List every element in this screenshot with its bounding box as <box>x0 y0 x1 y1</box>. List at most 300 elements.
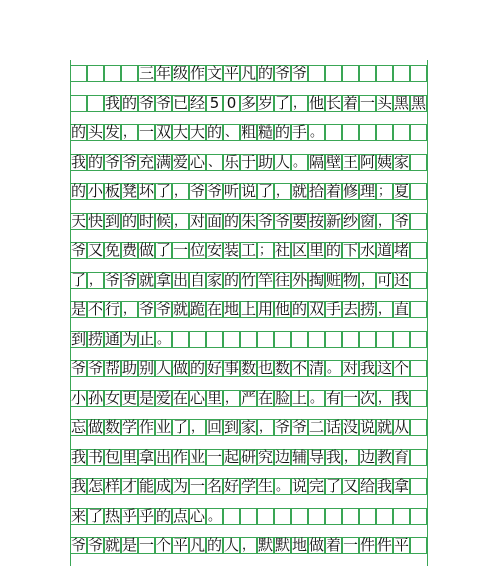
grid-cell: 凡 <box>190 536 206 554</box>
grid-cell: 生 <box>258 477 274 495</box>
grid-cell: 竿 <box>258 270 274 289</box>
grid-cell: 地 <box>224 300 240 318</box>
grid-cell: 听 <box>224 182 240 200</box>
grid-cell: 。 <box>275 479 289 494</box>
grid-cell: 爷 <box>156 300 172 318</box>
grid-cell: ， <box>190 420 204 435</box>
grid-cell: 新 <box>326 211 342 230</box>
grid-cell: 我 <box>71 447 87 466</box>
grid-cell: 一 <box>139 123 155 141</box>
grid-cell: 的 <box>326 241 342 259</box>
grid-cell <box>121 65 138 82</box>
grid-cell <box>70 65 87 82</box>
grid-cell: 用 <box>258 300 274 318</box>
grid-cell: 捞 <box>88 329 104 348</box>
grid-cell <box>172 331 189 348</box>
grid-cell: 爷 <box>139 93 155 112</box>
grid-cell: 爷 <box>275 418 291 436</box>
grid-cell: 家 <box>241 418 257 436</box>
grid-cell: 乎 <box>139 506 155 525</box>
grid-cell: 为 <box>122 329 138 348</box>
grid-cell: 凳 <box>122 182 138 200</box>
grid-cell: 我 <box>377 477 393 495</box>
grid-cell: 着 <box>326 182 342 200</box>
grid-cell: 按 <box>309 211 325 230</box>
grid-cell: 爷 <box>71 536 87 554</box>
grid-cell: 数 <box>241 359 257 377</box>
grid-cell: 他 <box>309 93 325 112</box>
grid-cell: 大 <box>190 123 206 141</box>
grid-cell: 就 <box>173 300 189 318</box>
grid-cell: 学 <box>241 477 257 495</box>
grid-cell: 话 <box>326 418 342 436</box>
grid-cell: 的 <box>207 123 223 141</box>
grid-cell: 区 <box>292 241 308 259</box>
grid-cell <box>410 272 427 289</box>
grid-cell: 人 <box>275 152 291 171</box>
grid-cell <box>325 508 342 525</box>
grid-cell: 的 <box>88 152 104 171</box>
grid-cell: 爷 <box>105 270 121 289</box>
grid-cell: 满 <box>156 152 172 171</box>
grid-cell: 手 <box>326 300 342 318</box>
grid-cell: 平 <box>224 64 240 82</box>
grid-cell: 小 <box>71 388 87 407</box>
grid-cell: 候 <box>156 211 172 230</box>
grid-cell <box>410 508 427 525</box>
grid-cell <box>359 508 376 525</box>
grid-cell: 能 <box>139 477 155 495</box>
grid-cell: 板 <box>105 182 121 200</box>
grid-cell: 爷 <box>71 359 87 377</box>
grid-cell: 作 <box>190 64 206 82</box>
grid-cell: 一 <box>190 477 206 495</box>
grid-cell: 就 <box>292 182 308 200</box>
grid-cell: 做 <box>88 418 104 436</box>
grid-cell: 好 <box>207 359 223 377</box>
grid-cell <box>308 331 325 348</box>
grid-cell: 边 <box>275 447 291 466</box>
grid-cell: 的 <box>122 93 138 112</box>
grid-cell: 面 <box>207 211 223 230</box>
grid-cell: 到 <box>71 329 87 348</box>
grid-cell: 快 <box>88 211 104 230</box>
grid-cell: 我 <box>105 93 121 112</box>
grid-cell: 夏 <box>394 182 410 200</box>
grid-cell: 的 <box>258 64 274 82</box>
grid-cell: 完 <box>309 477 325 495</box>
grid-cell: 掏 <box>309 270 325 289</box>
grid-cell: 隔 <box>309 152 325 171</box>
grid-cell <box>274 331 291 348</box>
grid-cell: ； <box>377 184 391 199</box>
grid-cell: 女 <box>105 388 121 407</box>
grid-cell: 的 <box>207 536 223 554</box>
grid-cell: 着 <box>326 536 342 554</box>
grid-cell: 别 <box>139 359 155 377</box>
grid-cell <box>240 508 257 525</box>
grid-cell: 天 <box>71 211 87 230</box>
grid-cell: 家 <box>207 270 223 289</box>
grid-cell <box>359 124 376 141</box>
grid-cell: 5 <box>206 95 223 112</box>
grid-cell <box>359 65 376 82</box>
grid-cell: 爷 <box>258 211 274 230</box>
grid-cell: 理 <box>360 182 376 200</box>
grid-cell: 件 <box>360 536 376 554</box>
grid-cell: 育 <box>394 447 410 466</box>
grid-cell: 心 <box>190 152 206 171</box>
grid-cell: 也 <box>258 359 274 377</box>
grid-cell: ， <box>292 95 306 111</box>
grid-cell: 的 <box>190 359 206 377</box>
grid-cell: ， <box>173 184 187 199</box>
grid-cell <box>376 124 393 141</box>
grid-cell: 装 <box>224 241 240 259</box>
grid-cell: 业 <box>156 418 172 436</box>
grid-cell: 名 <box>207 477 223 495</box>
grid-cell <box>410 419 427 436</box>
grid-cell: 了 <box>88 506 104 525</box>
grid-cell: ， <box>343 449 357 465</box>
grid-cell: 我 <box>326 447 342 466</box>
grid-cell: 脸 <box>275 388 291 407</box>
grid-cell: 。 <box>309 125 323 140</box>
grid-cell: 业 <box>190 447 206 466</box>
grid-cell <box>410 478 427 495</box>
grid-cell: 爷 <box>71 241 87 259</box>
grid-cell: 一 <box>139 536 155 554</box>
grid-cell: 起 <box>224 447 240 466</box>
grid-cell: 做 <box>139 241 155 259</box>
grid-cell: 在 <box>173 388 189 407</box>
grid-cell: 了 <box>173 418 189 436</box>
grid-cell: 糙 <box>258 123 274 141</box>
grid-cell: 着 <box>343 93 359 112</box>
grid-cell: 行 <box>105 300 121 318</box>
grid-cell: 二 <box>309 418 325 436</box>
grid-cell <box>410 124 427 141</box>
grid-cell: 包 <box>105 447 121 466</box>
grid-cell: 到 <box>105 211 121 230</box>
grid-cell: 是 <box>71 300 87 318</box>
grid-cell <box>376 65 393 82</box>
grid-cell: 这 <box>377 359 393 377</box>
grid-cell: 家 <box>394 152 410 171</box>
grid-cell: 水 <box>360 241 376 259</box>
grid-cell: 对 <box>190 211 206 230</box>
grid-cell: 究 <box>258 447 274 466</box>
grid-cell: 上 <box>292 388 308 407</box>
grid-cell: 发 <box>105 123 121 141</box>
grid-cell: 辅 <box>292 447 308 466</box>
grid-cell: 就 <box>105 536 121 554</box>
grid-cell: 就 <box>139 270 155 289</box>
grid-cell: 爷 <box>105 152 121 171</box>
grid-cell: 。 <box>326 361 340 376</box>
grid-cell: 自 <box>190 270 206 289</box>
grid-cell <box>410 213 427 230</box>
grid-cell: 在 <box>207 300 223 318</box>
grid-cell: ， <box>224 390 238 406</box>
grid-cell: 导 <box>309 447 325 466</box>
grid-cell: 工 <box>241 241 257 259</box>
grid-cell <box>393 331 410 348</box>
grid-cell: 。 <box>207 508 221 524</box>
grid-cell: 人 <box>156 359 172 377</box>
grid-cell <box>325 124 342 141</box>
grid-cell: 双 <box>156 123 172 141</box>
grid-cell: 经 <box>190 93 206 112</box>
grid-cell <box>87 95 104 112</box>
grid-cell: 到 <box>224 418 240 436</box>
grid-cell: ， <box>173 213 187 229</box>
grid-cell: ， <box>122 125 136 140</box>
grid-cell: 乐 <box>224 152 240 171</box>
grid-cell: 纱 <box>343 211 359 230</box>
grid-cell: 安 <box>207 241 223 259</box>
grid-cell: 默 <box>275 536 291 554</box>
grid-cell: 爷 <box>190 182 206 200</box>
grid-cell: 是 <box>122 536 138 554</box>
grid-cell: ， <box>360 272 374 288</box>
grid-cell: 说 <box>241 182 257 200</box>
grid-cell: ； <box>258 243 272 258</box>
grid-cell: 长 <box>326 93 342 112</box>
grid-cell: 手 <box>292 123 308 141</box>
grid-cell: 年 <box>156 64 172 82</box>
grid-cell: 严 <box>241 388 257 407</box>
grid-cell: 好 <box>224 477 240 495</box>
grid-cell: 对 <box>343 359 359 377</box>
grid-cell: 了 <box>156 182 172 200</box>
grid-cell: 的 <box>224 270 240 289</box>
grid-cell: 做 <box>309 536 325 554</box>
grid-cell: ， <box>275 184 289 199</box>
grid-cell <box>393 508 410 525</box>
grid-cell: 物 <box>343 270 359 289</box>
grid-cell <box>70 95 87 112</box>
grid-cell <box>410 183 427 200</box>
grid-cell: 成 <box>156 477 172 495</box>
grid-cell: 往 <box>275 270 291 289</box>
grid-cell <box>393 124 410 141</box>
grid-cell: 的 <box>156 506 172 525</box>
grid-cell: 爷 <box>122 152 138 171</box>
grid-cell: 地 <box>292 536 308 554</box>
grid-cell: 事 <box>224 359 240 377</box>
grid-cell: 双 <box>309 300 325 318</box>
grid-cell: 默 <box>258 536 274 554</box>
grid-edge <box>427 60 428 566</box>
grid-cell <box>342 124 359 141</box>
grid-cell: 里 <box>122 447 138 466</box>
grid-cell: 心 <box>190 388 206 407</box>
grid-cell: 通 <box>105 329 121 348</box>
grid-cell <box>410 537 427 554</box>
grid-cell: 从 <box>394 418 410 436</box>
grid-cell: 直 <box>394 300 410 318</box>
grid-cell: 出 <box>173 270 189 289</box>
grid-cell: 我 <box>394 388 410 407</box>
grid-cell: 社 <box>275 241 291 259</box>
grid-cell <box>257 331 274 348</box>
grid-cell <box>240 331 257 348</box>
grid-cell: 爷 <box>275 211 291 230</box>
grid-cell: 拿 <box>139 447 155 466</box>
grid-cell: 0 <box>223 95 240 112</box>
grid-cell: 堵 <box>394 241 410 259</box>
grid-cell: 个 <box>394 359 410 377</box>
grid-cell: 又 <box>343 477 359 495</box>
grid-cell <box>410 390 427 407</box>
grid-cell: 级 <box>173 64 189 82</box>
grid-cell: 拿 <box>156 270 172 289</box>
grid-cell: 是 <box>139 388 155 407</box>
grid-cell: 为 <box>173 477 189 495</box>
grid-cell: 个 <box>156 536 172 554</box>
grid-cell <box>410 242 427 259</box>
grid-cell: 书 <box>88 447 104 466</box>
grid-cell: 一 <box>343 536 359 554</box>
grid-cell: 道 <box>377 241 393 259</box>
grid-cell <box>325 65 342 82</box>
grid-cell <box>189 331 206 348</box>
grid-cell: 点 <box>173 506 189 525</box>
grid-cell: 、 <box>207 154 221 170</box>
grid-cell: 才 <box>122 477 138 495</box>
grid-cell <box>223 508 240 525</box>
grid-cell: 了 <box>275 93 291 112</box>
grid-cell: 粗 <box>241 123 257 141</box>
grid-cell: 我 <box>71 152 87 171</box>
grid-cell: 爷 <box>292 64 308 82</box>
grid-cell: 外 <box>292 270 308 289</box>
grid-cell: 岁 <box>258 93 274 112</box>
grid-cell: 怎 <box>88 477 104 495</box>
grid-cell: 爷 <box>122 270 138 289</box>
grid-cell: 的 <box>122 211 138 230</box>
grid-cell <box>223 331 240 348</box>
grid-cell: 一 <box>360 93 376 112</box>
grid-cell: 我 <box>360 359 376 377</box>
grid-cell: 说 <box>360 418 376 436</box>
grid-cell: 里 <box>207 388 223 407</box>
grid-cell: 头 <box>88 123 104 141</box>
grid-cell <box>342 331 359 348</box>
grid-cell <box>87 65 104 82</box>
grid-cell <box>410 449 427 466</box>
grid-cell: 、 <box>224 125 238 140</box>
grid-cell: 三 <box>139 64 155 82</box>
grid-cell: 爷 <box>207 182 223 200</box>
grid-cell <box>206 331 223 348</box>
grid-cell: 他 <box>275 300 291 318</box>
grid-cell: 的 <box>71 123 87 141</box>
grid-cell: 没 <box>343 418 359 436</box>
grid-cell <box>410 301 427 318</box>
grid-cell: 一 <box>343 388 359 407</box>
grid-cell: 在 <box>258 388 274 407</box>
grid-cell: 竹 <box>241 270 257 289</box>
grid-cell: 乎 <box>122 506 138 525</box>
grid-cell: ， <box>122 302 136 317</box>
grid-cell <box>410 360 427 377</box>
grid-cell <box>274 508 291 525</box>
grid-cell: 爷 <box>275 64 291 82</box>
grid-cell <box>342 65 359 82</box>
grid-cell <box>376 331 393 348</box>
grid-cell: 王 <box>343 152 359 171</box>
grid-cell: 凡 <box>241 64 257 82</box>
grid-cell: 教 <box>377 447 393 466</box>
grid-cell <box>308 65 325 82</box>
grid-cell: 的 <box>275 123 291 141</box>
grid-cell: 时 <box>139 211 155 230</box>
grid-cell: 更 <box>122 388 138 407</box>
grid-cell: 黑 <box>394 93 410 112</box>
grid-cell: ， <box>377 213 391 229</box>
grid-cell: 小 <box>88 182 104 200</box>
grid-cell: ， <box>258 420 272 435</box>
grid-cell: 已 <box>173 93 189 112</box>
grid-cell: 回 <box>207 418 223 436</box>
grid-cell: 作 <box>139 418 155 436</box>
grid-cell: 不 <box>88 300 104 318</box>
grid-cell <box>359 331 376 348</box>
grid-cell: 下 <box>343 241 359 259</box>
grid-cell: 多 <box>241 93 257 112</box>
grid-cell: 窗 <box>360 211 376 230</box>
grid-cell: 心 <box>190 506 206 525</box>
grid-cell: 边 <box>360 447 376 466</box>
grid-cell: 了 <box>71 270 87 289</box>
grid-cell: ， <box>88 272 102 288</box>
grid-cell: 上 <box>241 300 257 318</box>
grid-cell: 学 <box>122 418 138 436</box>
grid-cell <box>291 331 308 348</box>
grid-cell: 帮 <box>105 359 121 377</box>
grid-cell: 了 <box>258 182 274 200</box>
grid-cell: 平 <box>173 536 189 554</box>
grid-cell: 的 <box>224 211 240 230</box>
grid-cell: 不 <box>292 359 308 377</box>
grid-cell: 文 <box>207 64 223 82</box>
grid-cell: 忘 <box>71 418 87 436</box>
grid-cell: 了 <box>156 241 172 259</box>
grid-cell: 姨 <box>377 152 393 171</box>
grid-cell: 位 <box>190 241 206 259</box>
grid-cell: 有 <box>326 388 342 407</box>
grid-cell: 爷 <box>139 300 155 318</box>
grid-cell: 可 <box>377 270 393 289</box>
grid-cell: 说 <box>292 477 308 495</box>
grid-cell <box>410 154 427 171</box>
grid-cell: 捞 <box>360 300 376 318</box>
grid-cell: 爷 <box>156 93 172 112</box>
grid-cell: 给 <box>360 477 376 495</box>
grid-cell: 费 <box>122 241 138 259</box>
grid-cell: 我 <box>71 477 87 495</box>
grid-cell <box>291 508 308 525</box>
grid-cell: 拿 <box>394 477 410 495</box>
grid-cell <box>376 508 393 525</box>
grid-cell: 一 <box>173 241 189 259</box>
grid-cell: 助 <box>122 359 138 377</box>
grid-cell: 助 <box>258 152 274 171</box>
grid-cell: 清 <box>309 359 325 377</box>
grid-cell <box>308 508 325 525</box>
